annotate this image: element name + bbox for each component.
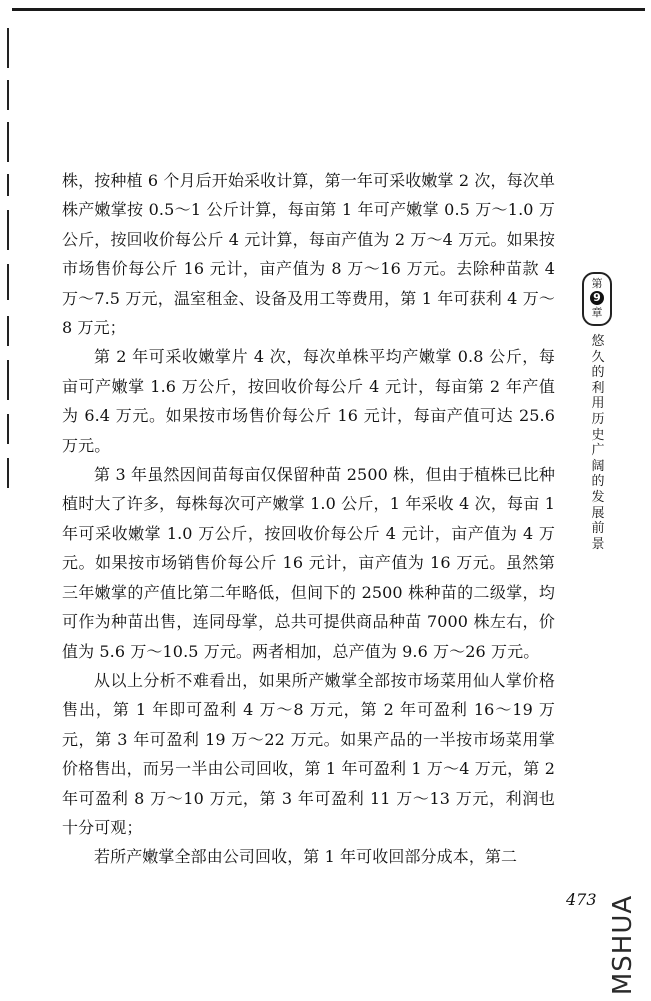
page-number: 473 bbox=[566, 890, 597, 909]
watermark bbox=[596, 895, 650, 995]
body-text bbox=[62, 166, 555, 872]
top-rule bbox=[12, 8, 645, 11]
paragraph: 第 3 年虽然因间苗每亩仅保留种苗 2500 株，但由于植株已比种植时大了许多，每株每次可产嫩掌 1.0 公斤，1 年采收 4 次，每亩 1 年可采收嫩掌 1.0 万公斤，按回收价每公斤 4 元计，亩产值为 4 万元。如果按市场销售价每公斤 16 元计，亩产值为 16 万元。虽然第三年嫩掌的产值比第二年略低，但间下的 2500 株种苗的二级掌，均可作为种苗出售，连同母掌，总共可提供商品种苗 7000 株左右，价值为 5.6 万～10.5 万元。两者相加，总产值为 9.6 万～26 万元。 bbox=[62, 465, 555, 661]
watermark-text: MSHUA bbox=[608, 894, 638, 996]
chapter-tab-prefix: 第 bbox=[591, 277, 603, 290]
paragraph: 株，按种植 6 个月后开始采收计算，第一年可采收嫩掌 2 次，每次单株产嫩掌按 0.5～1 公斤计算，每亩第 1 年可产嫩掌 0.5 万～1.0 万公斤，按回收价每公斤 4 元计算，每亩产值为 2 万～4 万元。如果按市场售价每公斤 16 元计，亩产值为 8 万～16 万元。去除种苗款 4 万～7.5 万元，温室租金、设备及用工等费用，第 1 年可获利 4 万～8 万元； bbox=[62, 171, 555, 338]
binding-marks bbox=[7, 28, 13, 488]
chapter-tab bbox=[582, 272, 612, 326]
paragraph: 从以上分析不难看出，如果所产嫩掌全部按市场菜用仙人掌价格售出，第 1 年即可盈利 4 万～8 万元，第 2 年可盈利 16～19 万元，第 3 年可盈利 19 万～22 万元。如果产品的一半按市场菜用掌价格售出，而另一半由公司回收，第 1 年可盈利 1 万～4 万元，第 2 年可盈利 8 万～10 万元，第 3 年可盈利 11 万～13 万元，利润也十分可观； bbox=[62, 670, 555, 837]
chapter-tab-suffix: 章 bbox=[591, 306, 603, 319]
paragraph: 若所产嫩掌全部由公司回收，第 1 年可收回部分成本，第二 bbox=[94, 847, 518, 867]
chapter-number: 9 bbox=[590, 291, 604, 305]
chapter-side-title: 悠久的利用历史 广阔的发展前景 bbox=[591, 334, 605, 552]
paragraph: 第 2 年可采收嫩掌片 4 次，每次单株平均产嫩掌 0.8 公斤，每亩可产嫩掌 1.6 万公斤，按回收价每公斤 4 元计，每亩第 2 年产值为 6.4 万元。如果按市场售价每公斤 16 元计，每亩产值可达 25.6 万元。 bbox=[62, 347, 555, 455]
